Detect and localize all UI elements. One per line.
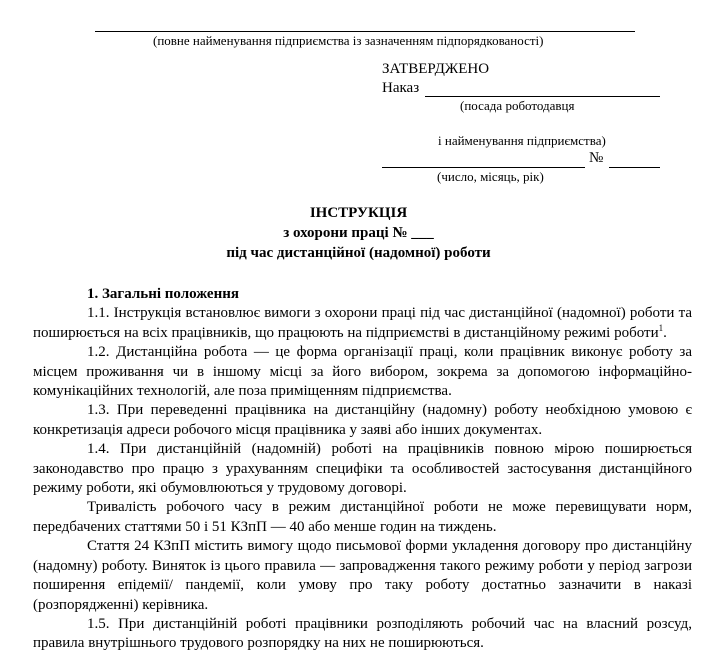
paragraph-1-1-text: 1.1. Інструкція встановлює вимоги з охорони праці під час дистанційної (надомної) роботи та поширюється на всіх працівників, що працюють на підприємстві в дистанційному режимі роботи [33, 305, 692, 341]
paragraph-1-1 [33, 304, 692, 343]
enterprise-name-caption: і найменування підприємства) [438, 133, 606, 148]
paragraph-1-1-end: . [663, 324, 667, 341]
footnote-marker: 1 [658, 322, 664, 333]
paragraph-1-4: 1.4. При дистанційній (надомній) роботі на працівників повною мірою поширюється законодавство про працю з урахуванням специфіки та особливостей застосування дистанційного режиму роботи, які обумовлюються у трудовому договорі. [33, 441, 692, 497]
date-line [382, 167, 585, 168]
paragraph-1-2: 1.2. Дистанційна робота — це форма організації праці, коли працівник виконує роботу за місцем проживання чи в іншому місці за його вибором, зокрема за допомогою інформаційно-комунікаційних технологій, але поза приміщенням підприємства. [33, 344, 692, 400]
org-name-line [95, 31, 635, 32]
paragraph-1-5: 1.5. При дистанційній роботі працівники розподіляють робочий час на власний розсуд, правила внутрішнього трудового розпорядку на них не поширюються. [33, 615, 692, 652]
instruction-number: з охорони праці № ___ [283, 225, 434, 241]
approved-label: ЗАТВЕРДЖЕНО [382, 61, 490, 77]
paragraph-working-hours: Тривалість робочого часу в режим дистанційної роботи не може перевищувати норм, передбачених статтями 50 і 51 КЗпП — 40 або менше годин на тиждень. [33, 499, 692, 535]
order-line [425, 96, 660, 97]
section-heading: 1. Загальні положення [87, 286, 239, 302]
document-subtitle: під час дистанційної (надомної) роботи [226, 245, 491, 261]
org-name-caption: (повне найменування підприємства із зазначенням підпорядкованості) [153, 33, 544, 48]
employer-position-caption: (посада роботодавця [460, 98, 575, 113]
paragraph-article-24: Стаття 24 КЗпП містить вимогу щодо письмової форми укладення договору про дистанційну (надомну) роботу. Виняток із цього правила — запровадження такого режиму роботи у період загрози поширення епідемії/ пандемії, коли умову про таку роботу достатньо зазначити в наказі (розпорядженні) керівника. [33, 538, 692, 613]
number-line [609, 167, 660, 168]
document-title: ІНСТРУКЦІЯ [309, 205, 408, 221]
number-sign: № [589, 150, 604, 166]
paragraph-1-3: 1.3. При переведенні працівника на дистанційну (надомну) роботу необхідною умовою є конкретизація адреси робочого місця працівника у заяві або інших документах. [33, 402, 692, 438]
document-body [33, 285, 692, 654]
date-caption: (число, місяць, рік) [437, 169, 544, 184]
order-label: Наказ [382, 80, 420, 96]
